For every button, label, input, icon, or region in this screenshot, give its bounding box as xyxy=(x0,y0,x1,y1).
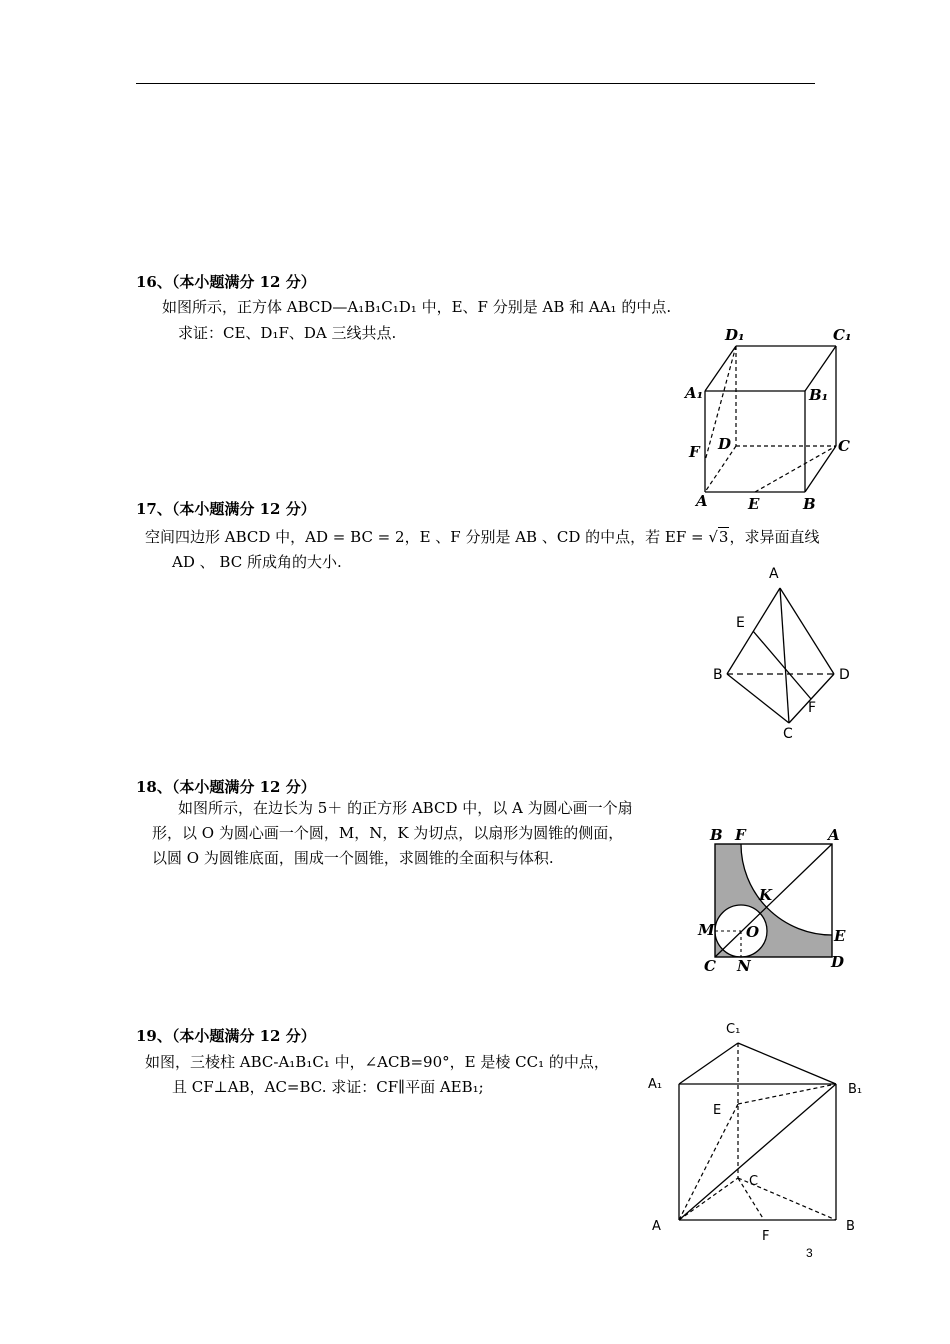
edge-a1c1 xyxy=(679,1043,738,1084)
label-a1: A₁ xyxy=(648,1077,663,1092)
header-rule xyxy=(136,83,815,84)
q18-heading: 18、（本小题满分 12 分） xyxy=(136,778,316,796)
label-e: E xyxy=(748,495,760,513)
q19-heading: 19、（本小题满分 12 分） xyxy=(136,1027,316,1045)
segment-ef xyxy=(753,631,811,699)
label-d: D xyxy=(839,667,850,683)
label-e: E xyxy=(713,1103,722,1118)
label-c: C xyxy=(704,957,716,975)
q17-text-line1 xyxy=(145,527,819,547)
q18-square-figure xyxy=(692,825,857,980)
q19-text-line1: 如图，三棱柱 ABC-A₁B₁C₁ 中，∠ACB=90°，E 是棱 CC₁ 的中点， xyxy=(145,1053,609,1071)
label-c1: C₁ xyxy=(833,326,852,344)
sqrt-radicand: 3 xyxy=(718,528,729,546)
label-c: C xyxy=(749,1174,759,1189)
q18-text-line3: 以圆 O 为圆锥底面，围成一个圆锥，求圆锥的全面积与体积. xyxy=(152,849,554,867)
edge-ac xyxy=(780,588,789,723)
label-d: D xyxy=(718,435,732,453)
label-d: D xyxy=(831,953,845,971)
label-f: F xyxy=(808,700,817,716)
q18-text-line2: 形，以 O 为圆心画一个圆，M，N，K 为切点，以扇形为圆锥的侧面， xyxy=(152,824,624,842)
q17-text-line1-b: ，求异面直线 xyxy=(729,528,820,546)
edge-c1b1 xyxy=(805,346,836,391)
edge-ad xyxy=(780,588,834,674)
label-c1: C₁ xyxy=(726,1022,741,1037)
segment-ab1 xyxy=(679,1084,836,1220)
q16-text-line2: 求证：CE、D₁F、DA 三线共点. xyxy=(178,324,397,342)
q17-tetrahedron-figure xyxy=(705,560,865,745)
edge-ac xyxy=(679,1178,738,1220)
label-o: O xyxy=(746,923,760,941)
label-a: A xyxy=(652,1219,661,1234)
label-c: C xyxy=(838,437,850,455)
label-e: E xyxy=(834,927,846,945)
q19-prism-figure xyxy=(640,1015,870,1245)
label-e: E xyxy=(736,615,745,631)
edge-bc xyxy=(805,446,836,492)
segment-ae xyxy=(679,1104,738,1220)
edge-c1b1 xyxy=(738,1043,836,1084)
sqrt-symbol: √3 xyxy=(708,528,729,546)
label-n: N xyxy=(737,957,751,975)
q16-text-line1: 如图所示，正方体 ABCD—A₁B₁C₁D₁ 中，E、F 分别是 AB 和 AA₁ 的中点. xyxy=(162,298,672,316)
label-f: F xyxy=(735,826,746,844)
label-d1: D₁ xyxy=(725,326,745,344)
label-b1: B₁ xyxy=(809,386,829,404)
label-a1: A₁ xyxy=(685,384,704,402)
label-b: B xyxy=(713,667,723,683)
label-a: A xyxy=(696,492,708,510)
page-number: 3 xyxy=(806,1246,813,1260)
q17-text-line2: AD 、 BC 所成角的大小. xyxy=(172,553,342,571)
label-a: A xyxy=(828,826,840,844)
q16-heading: 16、（本小题满分 12 分） xyxy=(136,273,316,291)
label-b1: B₁ xyxy=(848,1082,863,1097)
label-a: A xyxy=(769,566,779,582)
label-b: B xyxy=(846,1219,855,1234)
q18-text-line1: 如图所示，在边长为 5＋ 的正方形 ABCD 中，以 A 为圆心画一个扇 xyxy=(178,799,633,817)
q17-heading: 17、（本小题满分 12 分） xyxy=(136,500,316,518)
segment-eb1 xyxy=(738,1084,836,1104)
label-f: F xyxy=(762,1229,770,1244)
edge-d1a1 xyxy=(705,346,736,391)
q19-text-line2: 且 CF⊥AB，AC=BC. 求证：CF∥平面 AEB₁; xyxy=(172,1078,484,1096)
label-c: C xyxy=(783,726,793,742)
label-b: B xyxy=(710,826,723,844)
q16-cube-figure xyxy=(680,320,855,520)
label-f: F xyxy=(689,443,700,461)
label-m: M xyxy=(698,921,715,939)
segment-ec xyxy=(755,446,836,492)
edge-bc xyxy=(727,674,789,723)
label-k: K xyxy=(759,886,773,904)
label-b: B xyxy=(803,495,816,513)
q17-text-line1-a: 空间四边形 ABCD 中，AD = BC = 2，E 、F 分别是 AB 、CD 的中点，若 EF = xyxy=(145,528,709,546)
